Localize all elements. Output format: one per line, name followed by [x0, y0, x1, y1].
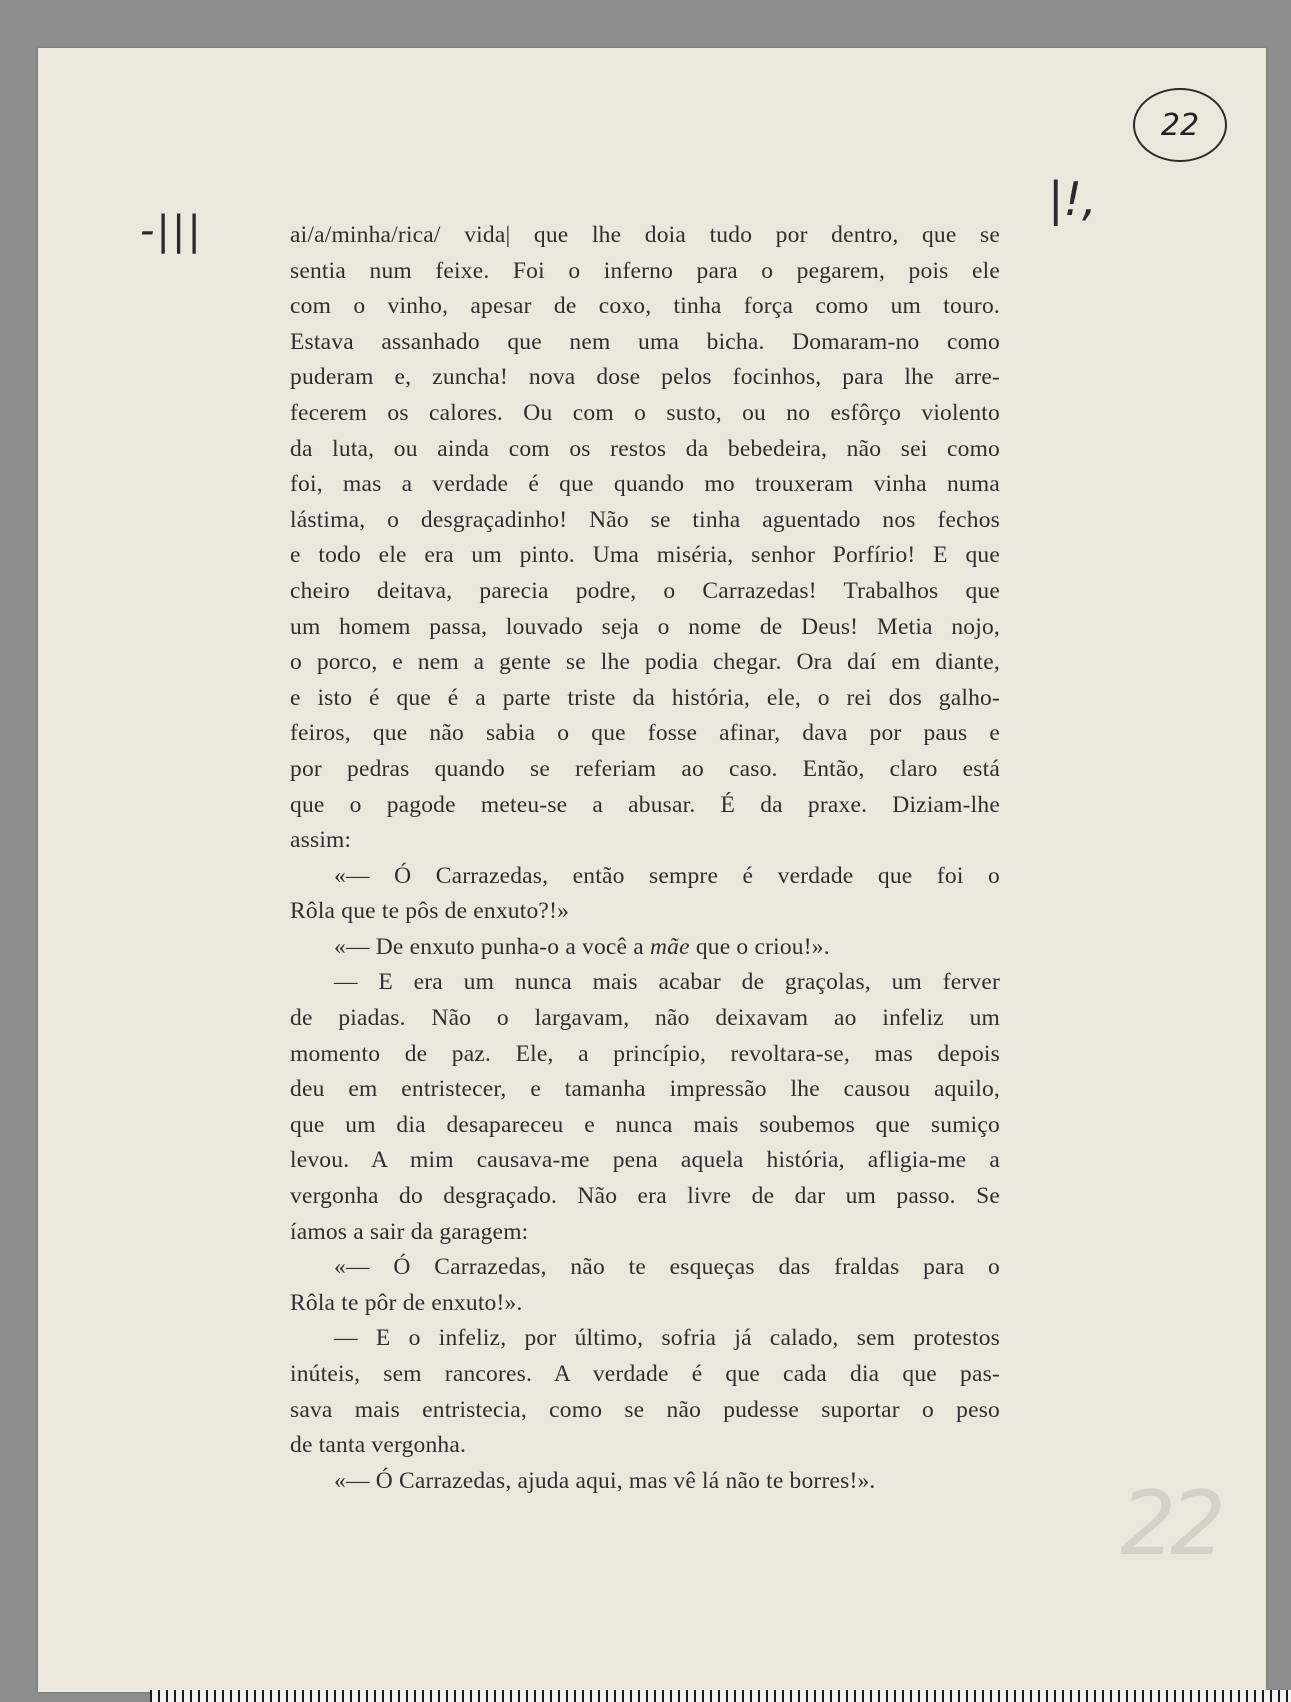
- text-line: Rôla que te pôs de enxuto?!»: [290, 898, 570, 925]
- text-segment: que o criou!».: [695, 933, 830, 960]
- text-line: ai/a/minha/rica/ vida| que lhe doia tudo por dentro, que se: [290, 222, 1000, 248]
- margin-mark-left: -|||: [140, 208, 203, 254]
- text-line: — E era um nunca mais acabar de graçolas, um ferver: [334, 969, 1000, 996]
- page-number: 22: [1160, 107, 1200, 143]
- text-line: foi, mas a verdade é que quando mo trouxeram vinha numa: [290, 471, 1000, 498]
- text-line: inúteis, sem rancores. A verdade é que cada dia que pas-: [290, 1361, 1000, 1387]
- text-line: lástima, o desgraçadinho! Não se tinha aguentado nos fechos: [290, 506, 1000, 533]
- text-line: Estava assanhado que nem uma bicha. Domaram-no como: [290, 328, 1000, 355]
- text-line: que um dia desapareceu e nunca mais soubemos que sumiço: [290, 1111, 1000, 1138]
- text-line: um homem passa, louvado seja o nome de Deus! Metia nojo,: [290, 613, 1000, 640]
- text-line: «— Ó Carrazedas, então sempre é verdade que foi o: [334, 862, 1000, 889]
- text-line: feiros, que não sabia o que fosse afinar, dava por paus e: [290, 720, 1000, 747]
- text-line: de piadas. Não o largavam, não deixavam ao infeliz um: [290, 1005, 1000, 1032]
- text-line: «— Ó Carrazedas, ajuda aqui, mas vê lá não te borres!».: [334, 1467, 876, 1494]
- text-emphasis: mãe: [649, 933, 690, 960]
- text-line: por pedras quando se referiam ao caso. Então, claro está: [290, 755, 1000, 782]
- text-line: momento de paz. Ele, a princípio, revoltara-se, mas depois: [290, 1040, 1000, 1067]
- text-segment: «— De enxuto punha-o a você a: [334, 933, 644, 960]
- measurement-scale: [150, 1690, 1291, 1702]
- text-line: deu em entristecer, e tamanha impressão lhe causou aquilo,: [290, 1076, 1000, 1103]
- text-line: assim:: [290, 827, 352, 854]
- text-line: e isto é que é a parte triste da história, ele, o rei dos galho-: [290, 684, 1000, 711]
- text-line: o porco, e nem a gente se lhe podia chegar. Ora daí em diante,: [290, 649, 1000, 676]
- text-line: da luta, ou ainda com os restos da bebedeira, não sei como: [290, 435, 1000, 462]
- text-line: que o pagode meteu-se a abusar. É da praxe. Diziam-lhe: [290, 791, 1000, 818]
- body-text: [290, 218, 1000, 1499]
- text-line: vergonha do desgraçado. Não era livre de dar um passo. Se: [290, 1183, 1000, 1210]
- text-line: Rôla te pôr de enxuto!».: [290, 1289, 523, 1316]
- text-line: puderam e, zuncha! nova dose pelos focinhos, para lhe arre-: [290, 364, 1000, 391]
- text-line: — E o infeliz, por último, sofria já calado, sem protestos: [334, 1325, 1000, 1352]
- text-line: [290, 930, 1000, 966]
- text-line: «— Ó Carrazedas, não te esqueças das fraldas para o: [334, 1254, 1000, 1281]
- text-line: cheiro deitava, parecia podre, o Carrazedas! Trabalhos que: [290, 577, 1000, 604]
- page-number-circle: [1133, 88, 1227, 162]
- text-line: e todo ele era um pinto. Uma miséria, senhor Porfírio! E que: [290, 542, 1000, 569]
- margin-mark-right: |!,: [1048, 172, 1097, 226]
- pencil-page-number: 22: [1120, 1472, 1220, 1575]
- text-line: íamos a sair da garagem:: [290, 1218, 529, 1245]
- text-line: de tanta vergonha.: [290, 1432, 467, 1459]
- text-line: sentia num feixe. Foi o inferno para o pegarem, pois ele: [290, 257, 1000, 284]
- text-line: fecerem os calores. Ou com o susto, ou no esfôrço violento: [290, 399, 1000, 426]
- text-line: levou. A mim causava-me pena aquela história, afligia-me a: [290, 1147, 1000, 1174]
- text-line: com o vinho, apesar de coxo, tinha força como um touro.: [290, 293, 1000, 320]
- text-line: sava mais entristecia, como se não pudesse suportar o peso: [290, 1396, 1000, 1423]
